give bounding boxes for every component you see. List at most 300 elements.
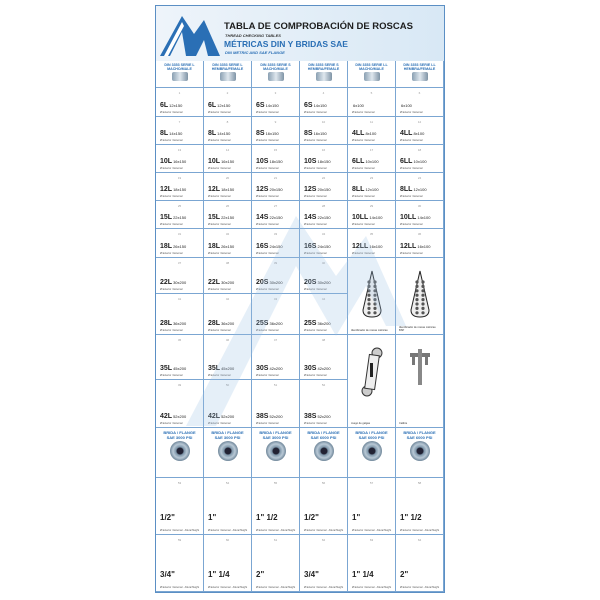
thread-cell[interactable] xyxy=(300,88,348,117)
thread-detail: Ø Exterior / External xyxy=(208,374,231,377)
thread-code xyxy=(352,130,376,137)
thread-detail: Ø Exterior / External xyxy=(304,422,327,425)
flange-detail: Ø Exterior / External · Altura/Height xyxy=(400,529,440,532)
flange-icon xyxy=(266,441,286,461)
thread-cell[interactable] xyxy=(396,145,444,173)
thread-detail: Ø Exterior / External xyxy=(208,252,231,255)
thread-designation: 8L xyxy=(208,130,217,137)
thread-code xyxy=(256,214,283,221)
thread-designation: 6L xyxy=(208,102,217,109)
cell-number: 27 xyxy=(273,204,278,208)
thread-size: 16x150 xyxy=(173,159,187,164)
thread-code xyxy=(160,102,182,109)
thread-cell[interactable] xyxy=(252,258,300,294)
thread-designation: 12S xyxy=(304,186,317,193)
flange-label: BRIDA / FLANGE xyxy=(211,430,244,435)
thread-code xyxy=(208,158,234,165)
thread-code xyxy=(304,413,331,420)
thread-cell[interactable] xyxy=(156,229,204,258)
thread-cell[interactable] xyxy=(252,173,300,201)
thread-detail: Ø Exterior / External xyxy=(160,111,183,114)
thread-code xyxy=(256,158,283,165)
flange-cell[interactable] xyxy=(204,478,252,535)
cell-number: 32 xyxy=(225,232,230,236)
flange-detail: Ø Exterior / External · Altura/Height xyxy=(400,586,440,589)
tool-cell-gauge2[interactable] xyxy=(396,258,444,335)
thread-cell[interactable] xyxy=(300,380,348,428)
column-header-type: MACHO/MALE xyxy=(359,67,384,71)
thread-code xyxy=(304,186,331,193)
thread-code xyxy=(256,102,279,109)
fitting-icon xyxy=(268,72,284,81)
thread-size: 30x200 xyxy=(269,280,283,285)
thread-cell[interactable] xyxy=(300,201,348,229)
cell-number: 55 xyxy=(273,481,278,485)
cell-number: 41 xyxy=(177,297,182,301)
thread-gauge-bsp-icon xyxy=(409,270,431,323)
thread-cell[interactable] xyxy=(252,145,300,173)
thread-detail: Ø Exterior / External xyxy=(208,223,231,226)
thread-designation: 22L xyxy=(208,279,221,286)
flange-cell[interactable] xyxy=(156,535,204,592)
thread-cell[interactable] xyxy=(204,335,252,380)
thread-cell[interactable] xyxy=(156,201,204,229)
thread-cell[interactable] xyxy=(300,258,348,294)
thread-cell[interactable] xyxy=(348,201,396,229)
thread-code xyxy=(208,214,234,221)
thread-detail: Ø Exterior / External xyxy=(352,223,375,226)
thread-detail: Ø Exterior / External xyxy=(400,139,423,142)
flange-detail: Ø Exterior / External · Altura/Height xyxy=(160,586,200,589)
flange-detail: Ø Exterior / External · Altura/Height xyxy=(352,529,392,532)
flange-cell[interactable] xyxy=(300,535,348,592)
thread-detail: Ø Exterior / External xyxy=(208,195,231,198)
thread-code xyxy=(352,186,379,193)
thread-size: 22x150 xyxy=(173,215,187,220)
thread-detail: Ø Exterior / External xyxy=(256,195,279,198)
thread-cell[interactable] xyxy=(204,88,252,117)
thread-size: 6x100 xyxy=(401,103,412,108)
thread-detail: Ø Exterior / External xyxy=(160,374,183,377)
thread-code xyxy=(208,243,234,250)
cell-number: 19 xyxy=(177,176,182,180)
thread-size: 12x150 xyxy=(169,103,183,108)
cell-number: 42 xyxy=(225,297,230,301)
thread-designation: 12LL xyxy=(352,243,369,250)
column-header-series: DIN 3353 SERIE S xyxy=(308,63,339,67)
cell-number: 2 xyxy=(226,91,229,95)
logo-icon xyxy=(160,10,220,58)
thread-cell[interactable] xyxy=(252,117,300,145)
cell-number: 6 xyxy=(418,91,421,95)
fitting-icon xyxy=(172,72,188,81)
tool-caption: Calibre xyxy=(399,422,408,425)
thread-size: 14x100 xyxy=(369,215,383,220)
thread-designation: 12L xyxy=(208,186,221,193)
thread-size: 45x200 xyxy=(173,366,187,371)
flange-detail: Ø Exterior / External · Altura/Height xyxy=(256,529,296,532)
cell-number: 20 xyxy=(225,176,230,180)
thread-detail: Ø Exterior / External xyxy=(304,139,327,142)
flange-size: 1" xyxy=(352,513,361,522)
flange-size: 3/4" xyxy=(304,570,319,579)
thread-code xyxy=(304,320,331,327)
thread-size: 8x100 xyxy=(413,131,425,136)
column-header-type: HEMBRA/FEMALE xyxy=(211,67,244,71)
thread-size: 16x100 xyxy=(369,244,383,249)
thread-code xyxy=(208,279,234,286)
thread-designation: 42L xyxy=(208,413,221,420)
column-header-series: DIN 3353 SERIE LL xyxy=(355,63,388,67)
tool-caption: Identificador de roscas métricas BSP xyxy=(399,326,436,332)
flange-header xyxy=(348,428,396,478)
column-header-series: DIN 3353 SERIE LL xyxy=(403,63,436,67)
flange-pressure: SAE 3000 PSI xyxy=(262,435,289,440)
thread-size: 12x150 xyxy=(217,103,231,108)
thread-designation: 6S xyxy=(256,102,265,109)
thread-code xyxy=(256,243,283,250)
flange-cell[interactable] xyxy=(396,535,444,592)
thread-cell[interactable] xyxy=(300,173,348,201)
thread-detail: Ø Exterior / External xyxy=(160,422,183,425)
cell-number: 8 xyxy=(226,120,229,124)
thread-code xyxy=(400,102,412,109)
thread-designation: 8S xyxy=(256,130,265,137)
tool-cell-caliper[interactable] xyxy=(396,335,444,428)
thread-cell[interactable] xyxy=(156,258,204,294)
thread-cell[interactable] xyxy=(396,229,444,258)
thread-detail: Ø Exterior / External xyxy=(352,195,375,198)
cell-number: 28 xyxy=(321,204,326,208)
thread-cell[interactable] xyxy=(396,117,444,145)
thread-designation: 35L xyxy=(160,365,173,372)
thread-cell[interactable] xyxy=(348,145,396,173)
thread-code xyxy=(160,214,186,221)
thread-detail: Ø Exterior / External xyxy=(160,167,183,170)
thread-cell[interactable] xyxy=(252,229,300,258)
cell-number: 48 xyxy=(321,338,326,342)
flange-detail: Ø Exterior / External · Altura/Height xyxy=(304,529,344,532)
thread-designation: 6L xyxy=(160,102,169,109)
cell-number: 35 xyxy=(369,232,374,236)
thread-cell[interactable] xyxy=(156,145,204,173)
thread-cell[interactable] xyxy=(156,88,204,117)
cell-number: 29 xyxy=(369,204,374,208)
thread-detail: Ø Exterior / External xyxy=(160,139,183,142)
flange-size: 1" xyxy=(208,513,217,522)
cell-number: 37 xyxy=(177,261,182,265)
thread-cell[interactable] xyxy=(300,335,348,380)
flange-size: 1/2" xyxy=(304,513,319,522)
thread-designation: 38S xyxy=(256,413,269,420)
caliper-icon xyxy=(408,347,432,392)
thread-code xyxy=(400,243,430,250)
thread-code xyxy=(352,214,382,221)
thread-code xyxy=(304,102,327,109)
title: TABLA DE COMPROBACIÓN DE ROSCAS xyxy=(224,21,413,32)
column-header-series: DIN 3353 SERIE L xyxy=(212,63,243,67)
flange-pressure: SAE 3000 PSI xyxy=(214,435,241,440)
thread-designation: 15L xyxy=(208,214,221,221)
flange-pressure: SAE 6000 PSI xyxy=(406,435,433,440)
thread-cell[interactable] xyxy=(204,229,252,258)
feeler-gauge-icon xyxy=(361,347,383,402)
flange-size: 1/2" xyxy=(160,513,175,522)
subtitle-en: DIN METRIC AND SAE FLANGE xyxy=(225,50,285,55)
flange-detail: Ø Exterior / External · Altura/Height xyxy=(208,529,248,532)
thread-size: 26x150 xyxy=(173,244,187,249)
thread-size: 16x150 xyxy=(313,131,327,136)
thread-cell[interactable] xyxy=(156,173,204,201)
poster-header xyxy=(156,6,444,61)
thread-designation: 22L xyxy=(160,279,173,286)
flange-cell[interactable] xyxy=(156,478,204,535)
thread-detail: Ø Exterior / External xyxy=(208,111,231,114)
flange-label: BRIDA / FLANGE xyxy=(259,430,292,435)
flange-detail: Ø Exterior / External · Altura/Height xyxy=(304,586,344,589)
cell-number: 21 xyxy=(273,176,278,180)
thread-size: 30x200 xyxy=(173,280,187,285)
thread-detail: Ø Exterior / External xyxy=(304,223,327,226)
thread-designation: 42L xyxy=(160,413,173,420)
thread-code xyxy=(208,365,234,372)
column-header xyxy=(396,61,444,88)
cell-number: 14 xyxy=(225,148,230,152)
thread-code xyxy=(304,279,331,286)
flange-header xyxy=(252,428,300,478)
thread-cell[interactable] xyxy=(204,258,252,294)
thread-cell[interactable] xyxy=(252,201,300,229)
thread-cell[interactable] xyxy=(300,117,348,145)
thread-cell[interactable] xyxy=(300,145,348,173)
thread-gauge-icon xyxy=(361,270,383,323)
thread-cell[interactable] xyxy=(252,88,300,117)
thread-size: 42x200 xyxy=(317,366,331,371)
flange-detail: Ø Exterior / External · Altura/Height xyxy=(352,586,392,589)
thread-size: 16x100 xyxy=(417,244,431,249)
column-header xyxy=(348,61,396,88)
flange-cell[interactable] xyxy=(300,478,348,535)
thread-cell[interactable] xyxy=(300,229,348,258)
thread-size: 14x150 xyxy=(217,131,231,136)
thread-cell[interactable] xyxy=(396,173,444,201)
thread-size: 24x150 xyxy=(269,244,283,249)
cell-number: 44 xyxy=(321,297,326,301)
cell-number: 30 xyxy=(417,204,422,208)
cell-number: 34 xyxy=(321,232,326,236)
thread-detail: Ø Exterior / External xyxy=(160,288,183,291)
thread-designation: 14S xyxy=(256,214,269,221)
thread-designation: 18L xyxy=(208,243,221,250)
flange-size: 1" 1/4 xyxy=(208,570,230,579)
thread-code xyxy=(256,365,283,372)
thread-cell[interactable] xyxy=(348,88,396,117)
thread-size: 18x150 xyxy=(269,159,283,164)
thread-cell[interactable] xyxy=(396,88,444,117)
flange-header xyxy=(396,428,444,478)
thread-designation: 10L xyxy=(208,158,221,165)
thread-detail: Ø Exterior / External xyxy=(400,167,423,170)
thread-detail: Ø Exterior / External xyxy=(256,223,279,226)
thread-designation: 12LL xyxy=(400,243,417,250)
thread-size: 10x100 xyxy=(413,159,427,164)
thread-size: 18x150 xyxy=(173,187,187,192)
thread-detail: Ø Exterior / External xyxy=(256,374,279,377)
thread-designation: 18L xyxy=(160,243,173,250)
thread-code xyxy=(400,158,427,165)
cell-number: 15 xyxy=(273,148,278,152)
cell-number: 58 xyxy=(417,481,422,485)
flange-label: BRIDA / FLANGE xyxy=(403,430,436,435)
thread-size: 26x150 xyxy=(221,244,235,249)
thread-size: 14x150 xyxy=(313,103,327,108)
cell-number: 3 xyxy=(274,91,277,95)
thread-code xyxy=(160,243,186,250)
thread-cell[interactable] xyxy=(252,380,300,428)
thread-cell[interactable] xyxy=(300,294,348,335)
thread-cell[interactable] xyxy=(348,229,396,258)
flange-detail: Ø Exterior / External · Altura/Height xyxy=(208,586,248,589)
flange-pressure: SAE 3000 PSI xyxy=(166,435,193,440)
cell-number: 53 xyxy=(177,481,182,485)
cell-number: 63 xyxy=(369,538,374,542)
thread-size: 36x200 xyxy=(173,321,187,326)
thread-designation: 28L xyxy=(208,320,221,327)
cell-number: 39 xyxy=(273,261,278,265)
cell-number: 9 xyxy=(274,120,277,124)
column-header xyxy=(156,61,204,88)
thread-code xyxy=(160,279,186,286)
thread-size: 22x150 xyxy=(269,215,283,220)
thread-cell[interactable] xyxy=(348,117,396,145)
thread-cell[interactable] xyxy=(204,201,252,229)
flange-cell[interactable] xyxy=(252,478,300,535)
cell-number: 62 xyxy=(321,538,326,542)
tool-cell-gauge1[interactable] xyxy=(348,258,396,335)
thread-designation: 14S xyxy=(304,214,317,221)
thread-detail: Ø Exterior / External xyxy=(208,329,231,332)
thread-designation: 10S xyxy=(256,158,269,165)
fitting-icon xyxy=(364,72,380,81)
flange-cell[interactable] xyxy=(252,535,300,592)
thread-detail: Ø Exterior / External xyxy=(304,329,327,332)
column-header xyxy=(252,61,300,88)
column-header xyxy=(204,61,252,88)
thread-size: 18x150 xyxy=(317,159,331,164)
cell-number: 57 xyxy=(369,481,374,485)
thread-detail: Ø Exterior / External xyxy=(256,252,279,255)
fitting-icon xyxy=(412,72,428,81)
thread-detail: Ø Exterior / External xyxy=(352,111,375,114)
thread-code xyxy=(256,320,283,327)
thread-detail: Ø Exterior / External xyxy=(160,252,183,255)
cell-number: 12 xyxy=(417,120,422,124)
thread-detail: Ø Exterior / External xyxy=(352,139,375,142)
cell-number: 25 xyxy=(177,204,182,208)
thread-detail: Ø Exterior / External xyxy=(160,195,183,198)
thread-size: 10x100 xyxy=(365,159,379,164)
thread-cell[interactable] xyxy=(252,294,300,335)
thread-code xyxy=(304,365,331,372)
thread-cell[interactable] xyxy=(204,294,252,335)
column-header-series: DIN 3353 SERIE L xyxy=(164,63,195,67)
thread-designation: 8L xyxy=(160,130,169,137)
thread-code xyxy=(208,186,234,193)
thread-cell[interactable] xyxy=(252,335,300,380)
thread-designation: 38S xyxy=(304,413,317,420)
thread-code xyxy=(208,413,234,420)
thread-detail: Ø Exterior / External xyxy=(208,167,231,170)
cell-number: 7 xyxy=(178,120,181,124)
thread-cell[interactable] xyxy=(204,117,252,145)
thread-designation: 20S xyxy=(256,279,269,286)
thread-cell[interactable] xyxy=(204,173,252,201)
thread-designation: 4LL xyxy=(352,130,365,137)
column-header-type: MACHO/MALE xyxy=(167,67,192,71)
thread-designation: 15L xyxy=(160,214,173,221)
flange-cell[interactable] xyxy=(348,478,396,535)
cell-number: 5 xyxy=(370,91,373,95)
cell-number: 22 xyxy=(321,176,326,180)
cell-number: 52 xyxy=(321,383,326,387)
cell-number: 64 xyxy=(417,538,422,542)
tool-cell-feeler[interactable] xyxy=(348,335,396,428)
cell-number: 50 xyxy=(225,383,230,387)
thread-code xyxy=(352,102,364,109)
flange-cell[interactable] xyxy=(348,535,396,592)
thread-cell[interactable] xyxy=(156,335,204,380)
flange-size: 2" xyxy=(400,570,409,579)
thread-size: 52x200 xyxy=(173,414,187,419)
column-header xyxy=(300,61,348,88)
thread-code xyxy=(208,102,230,109)
thread-cell[interactable] xyxy=(204,380,252,428)
thread-cell[interactable] xyxy=(156,294,204,335)
subtitle: MÉTRICAS DIN Y BRIDAS SAE xyxy=(224,39,348,49)
thread-code xyxy=(304,158,331,165)
thread-size: 30x200 xyxy=(221,280,235,285)
thread-checking-poster xyxy=(155,5,445,593)
thread-detail: Ø Exterior / External xyxy=(400,252,423,255)
thread-size: 30x200 xyxy=(317,280,331,285)
flange-cell[interactable] xyxy=(204,535,252,592)
thread-code xyxy=(160,365,186,372)
thread-cell[interactable] xyxy=(348,173,396,201)
thread-cell[interactable] xyxy=(396,201,444,229)
thread-size: 6x100 xyxy=(353,103,364,108)
cell-number: 51 xyxy=(273,383,278,387)
thread-cell[interactable] xyxy=(156,380,204,428)
cell-number: 24 xyxy=(417,176,422,180)
thread-code xyxy=(304,130,327,137)
cell-number: 26 xyxy=(225,204,230,208)
thread-designation: 10S xyxy=(304,158,317,165)
thread-code xyxy=(160,130,182,137)
cell-number: 60 xyxy=(225,538,230,542)
thread-designation: 10L xyxy=(160,158,173,165)
thread-size: 12x100 xyxy=(365,187,379,192)
cell-number: 4 xyxy=(322,91,325,95)
flange-cell[interactable] xyxy=(396,478,444,535)
cell-number: 36 xyxy=(417,232,422,236)
flange-size: 1" 1/4 xyxy=(352,570,374,579)
thread-detail: Ø Exterior / External xyxy=(304,167,327,170)
thread-cell[interactable] xyxy=(156,117,204,145)
thread-cell[interactable] xyxy=(204,145,252,173)
thread-size: 20x150 xyxy=(317,187,331,192)
thread-size: 16x150 xyxy=(221,159,235,164)
thread-code xyxy=(208,130,230,137)
